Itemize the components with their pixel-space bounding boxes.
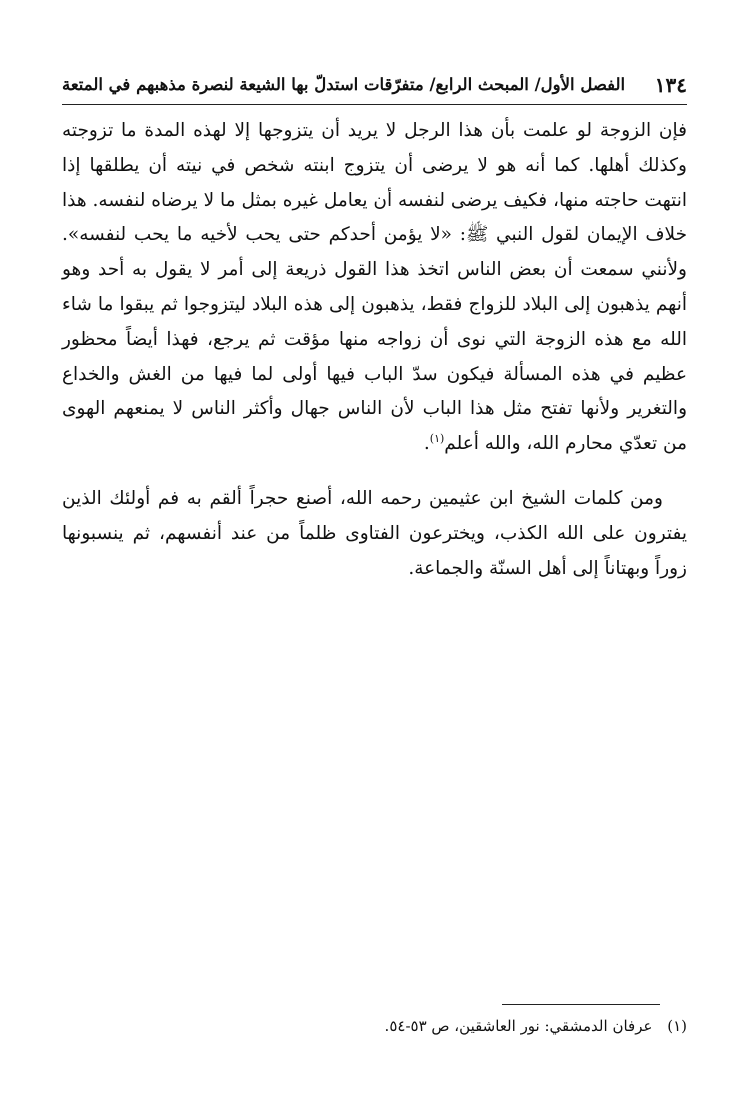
footnote-number: (١) — [667, 1017, 687, 1035]
footnote — [62, 1014, 687, 1038]
main-text — [62, 114, 687, 586]
paragraph-1-end: . — [423, 433, 430, 455]
footnote-reference[interactable]: (١) — [429, 432, 445, 446]
paragraph-1 — [62, 114, 687, 462]
page-number: ١٣٤ — [654, 73, 687, 97]
running-head: الفصل الأول/ المبحث الرابع/ متفرّقات استدلّ بها الشيعة لنصرة مذهبهم في المتعة — [62, 75, 626, 94]
footnote-divider — [502, 1004, 660, 1005]
page-header — [62, 70, 687, 100]
footnote-text: عرفان الدمشقي: نور العاشقين، ص ٥٣-٥٤. — [384, 1017, 653, 1035]
paragraph-2: ومن كلمات الشيخ ابن عثيمين رحمه الله، أصنع حجراً ألقم به فم أولئك الذين يفترون على الله الكذب، ويخترعون الفتاوى ظلماً من عند أنفسهم، ثم ينسبونها زوراً وبهتاناً إلى أهل السنّة والجماعة. — [62, 487, 687, 579]
header-divider — [62, 104, 687, 105]
paragraph-1-text: فإن الزوجة لو علمت بأن هذا الرجل لا يريد أن يتزوجها إلا لهذه المدة ما تزوجته وكذلك أهلها. كما أنه هو لا يرضى أن يتزوج ابنته شخص في نيته أن يطلقها إذا انتهت حاجته منها، فكيف يرضى لنفسه أن يعامل غيره بمثل ما لا يرضاه لنفسه. هذا خلاف الإيمان لقول النبي ﷺ: «لا يؤمن أحدكم حتى يحب لأخيه ما يحب لنفسه». ولأنني سمعت أن بعض الناس اتخذ هذا القول ذريعة إلى أمر لا يقول به أحد وهو أنهم يذهبون إلى البلاد للزواج فقط، يذهبون إلى هذه البلاد ليتزوجوا ثم يبقوا ما شاء الله مع هذه الزوجة التي نوى أن زواجه منها مؤقت ثم يرجع، فهذا أيضاً محظور عظيم في هذه المسألة فيكون سدّ الباب فيها أولى لما فيها من الغش والخداع والتغرير ولأنها تفتح مثل هذا الباب لأن الناس جهال وأكثر الناس لا يمنعهم الهوى من تعدّي محارم الله، والله أعلم — [62, 120, 687, 455]
